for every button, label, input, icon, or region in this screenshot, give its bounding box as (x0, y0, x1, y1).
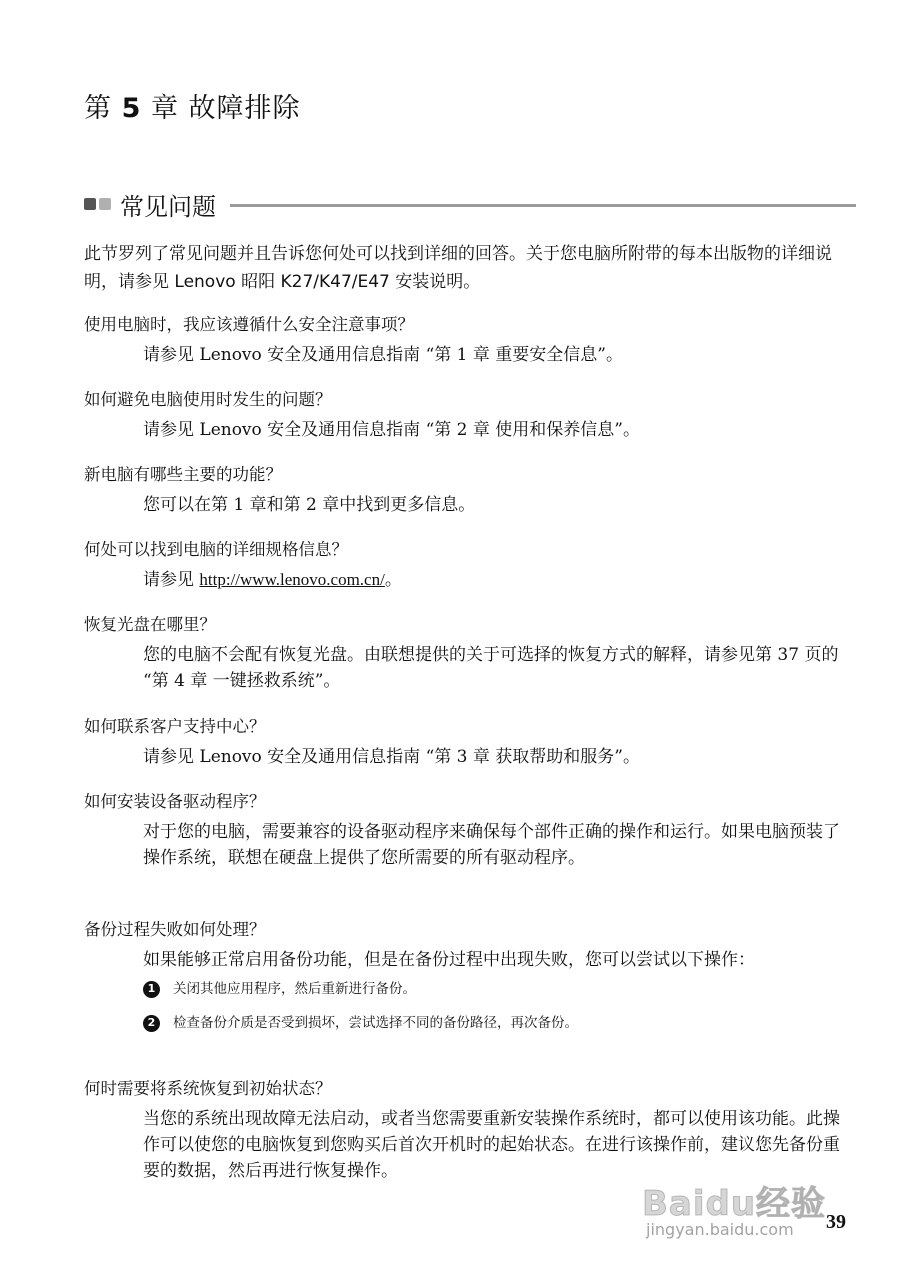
faq-answer: 对于您的电脑，需要兼容的设备驱动程序来确保每个部件正确的操作和运行。如果电脑预装了操作系统，联想在硬盘上提供了您所需要的所有驱动程序。 (143, 822, 840, 868)
page-number: 39 (826, 1211, 846, 1233)
step-number-icon: 2 (143, 1015, 160, 1032)
lenovo-link[interactable]: http://www.lenovo.com.cn/ (199, 570, 385, 589)
faq-answer: 请参见 Lenovo 安全及通用信息指南 “第 2 章 使用和保养信息”。 (143, 420, 640, 440)
faq-item-7 (84, 789, 856, 871)
faq-question: 备份过程失败如何处理？ (84, 920, 266, 939)
faq-answer: 当您的系统出现故障无法启动，或者当您需要重新安装操作系统时，都可以使用该功能。此操作可以使您的电脑恢复到您购买后首次开机时的起始状态。在进行该操作前，建议您先备份重要的数据，然后再进行恢复操作。 (143, 1109, 840, 1181)
faq-item-5 (84, 612, 856, 694)
faq-answer: 请参见 Lenovo 安全及通用信息指南 “第 3 章 获取帮助和服务”。 (143, 747, 640, 767)
faq-answer: 请参见 http://www.lenovo.com.cn/。 (143, 570, 402, 590)
faq-question: 新电脑有哪些主要的功能？ (84, 465, 282, 484)
faq-question: 如何安装设备驱动程序？ (84, 792, 266, 811)
faq-item-3 (84, 462, 856, 518)
faq-item-1 (84, 312, 856, 368)
faq-question: 如何联系客户支持中心？ (84, 717, 266, 736)
faq-item-4 (84, 537, 856, 593)
faq-question: 何时需要将系统恢复到初始状态？ (84, 1079, 332, 1098)
intro-paragraph: 此节罗列了常见问题并且告诉您何处可以找到详细的回答。关于您电脑所附带的每本出版物的详细说明，请参见 Lenovo 昭阳 K27/K47/E47 安装说明。 (84, 244, 832, 292)
faq-question: 使用电脑时，我应该遵循什么安全注意事项？ (84, 315, 414, 334)
section-title: 常见问题 (120, 192, 216, 221)
step-number-icon: 1 (143, 981, 160, 998)
section-divider (230, 204, 856, 207)
faq-answer: 您可以在第 1 章和第 2 章中找到更多信息。 (143, 495, 476, 515)
list-item: 1 关闭其他应用程序，然后重新进行备份。 (143, 979, 856, 999)
baidu-watermark (638, 1176, 848, 1250)
chapter-title: 第 5 章 故障排除 (84, 93, 301, 124)
watermark-url: jingyan.baidu.com (646, 1220, 794, 1239)
faq-answer: 请参见 Lenovo 安全及通用信息指南 “第 1 章 重要安全信息”。 (143, 345, 623, 365)
faq-item-2 (84, 387, 856, 443)
backup-steps-list (143, 979, 856, 1033)
faq-item-8 (84, 917, 856, 1047)
faq-question: 恢复光盘在哪里？ (84, 615, 216, 634)
watermark-brand: Baidu经验 (642, 1184, 827, 1224)
faq-answer: 如果能够正常启用备份功能，但是在备份过程中出现失败，您可以尝试以下操作： (143, 950, 755, 970)
faq-question: 如何避免电脑使用时发生的问题？ (84, 390, 332, 409)
faq-item-6 (84, 714, 856, 770)
section-bullet-icon (84, 198, 111, 210)
list-item: 2 检查备份介质是否受到损坏，尝试选择不同的备份路径，再次备份。 (143, 1013, 856, 1033)
faq-question: 何处可以找到电脑的详细规格信息？ (84, 540, 348, 559)
section-header (84, 184, 856, 224)
faq-answer: 您的电脑不会配有恢复光盘。由联想提供的关于可选择的恢复方式的解释，请参见第 37 页的 “第 4 章 一键拯救系统”。 (143, 645, 839, 691)
faq-item-9 (84, 1076, 856, 1184)
